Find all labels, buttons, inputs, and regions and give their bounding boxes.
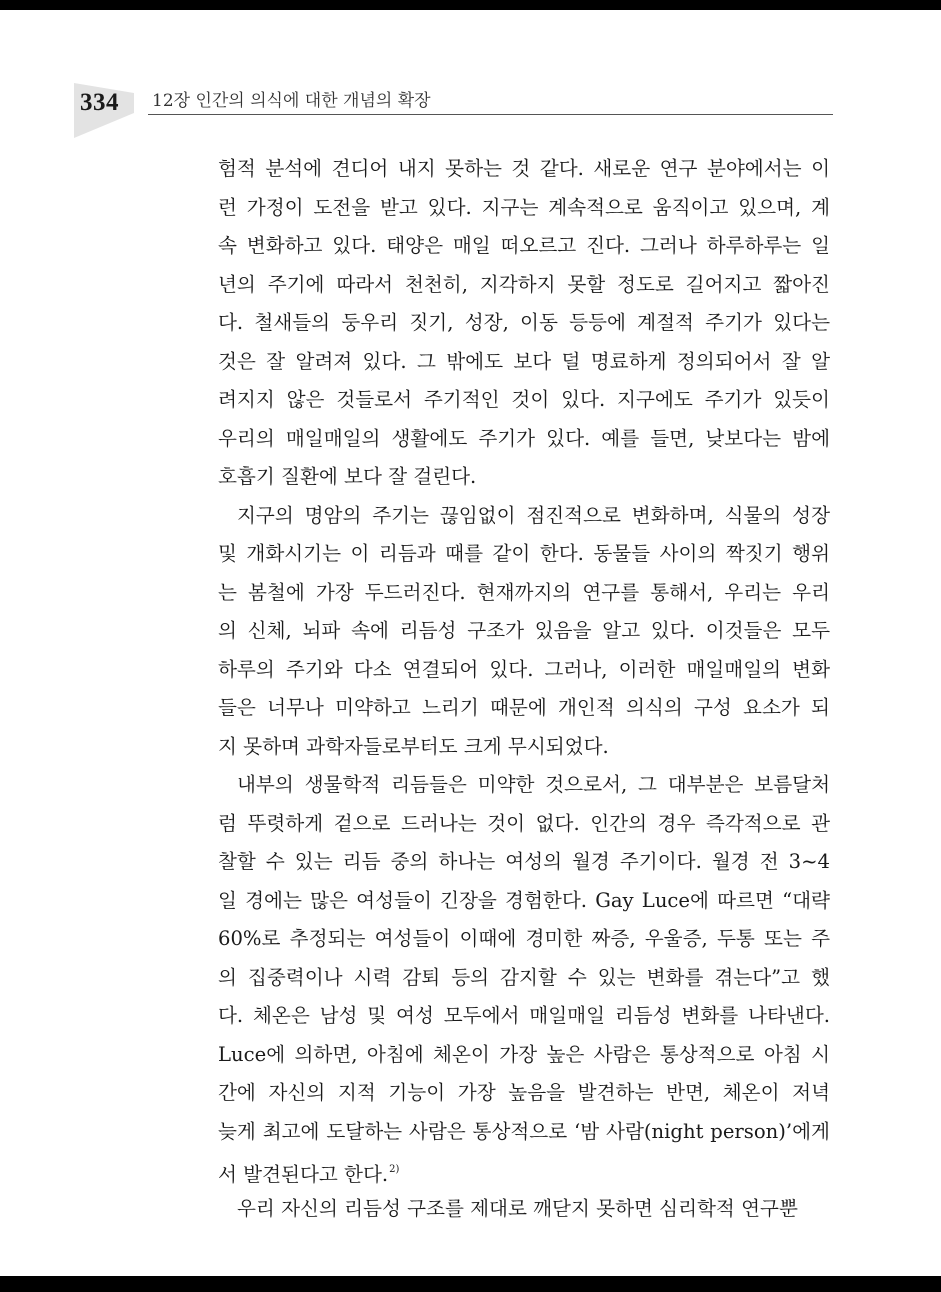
text-line: 럼 뚜렷하게 겉으로 드러나는 것이 없다. 인간의 경우 즉각적으로 관: [218, 811, 830, 835]
text-line: 찰할 수 있는 리듬 중의 하나는 여성의 월경 주기이다. 월경 전 3~4: [218, 850, 830, 873]
text-line-content: 서 발견된다고 한다.: [218, 1163, 389, 1186]
text-line: 및 개화시기는 이 리듬과 때를 같이 한다. 동물들 사이의 짝짓기 행위: [218, 542, 830, 565]
text-line: 호흡기 질환에 보다 잘 걸린다.: [218, 465, 477, 488]
top-border: [0, 0, 941, 10]
text-line: 려지지 않은 것들로서 주기적인 것이 있다. 지구에도 주기가 있듯이: [218, 388, 830, 411]
text-line: 속 변화하고 있다. 태양은 매일 떠오르고 진다. 그러나 하루하루는 일: [218, 234, 830, 257]
text-line: 우리 자신의 리듬성 구조를 제대로 깨닫지 못하면 심리학적 연구뿐: [237, 1196, 798, 1220]
text-line: Luce에 의하면, 아침에 체온이 가장 높은 사람은 통상적으로 아침 시: [218, 1042, 830, 1066]
text-line: 들은 너무나 미약하고 느리기 때문에 개인적 의식의 구성 요소가 되: [218, 696, 830, 719]
footnote-reference: 2): [389, 1164, 400, 1175]
text-line: 는 봄철에 가장 두드러진다. 현재까지의 연구를 통해서, 우리는 우리: [218, 580, 830, 604]
text-line: 것은 잘 알려져 있다. 그 밖에도 보다 덜 명료하게 정의되어서 잘 알: [218, 349, 830, 373]
text-line: 지구의 명암의 주기는 끊임없이 점진적으로 변화하며, 식물의 성장: [237, 503, 830, 527]
text-line: [218, 1151, 830, 1190]
text-line: 런 가정이 도전을 받고 있다. 지구는 계속적으로 움직이고 있으며, 계: [218, 195, 830, 219]
text-line: 지 못하며 과학자들로부터도 크게 무시되었다.: [218, 734, 609, 758]
bottom-border: [0, 1276, 941, 1292]
text-line: 내부의 생물학적 리듬들은 미약한 것으로서, 그 대부분은 보름달처: [237, 773, 830, 796]
text-line: 일 경에는 많은 여성들이 긴장을 경험한다. Gay Luce에 따르면 “대략: [218, 888, 830, 912]
running-title: 12장 인간의 의식에 대한 개념의 확장: [152, 91, 431, 111]
text-line: 간에 자신의 지적 기능이 가장 높음을 발견하는 반면, 체온이 저녁: [218, 1081, 830, 1104]
page-number: 334: [80, 89, 119, 116]
text-line: 년의 주기에 따라서 천천히, 지각하지 못할 정도로 길어지고 짧아진: [218, 272, 830, 296]
text-line: 다. 철새들의 둥우리 짓기, 성장, 이동 등등에 계절적 주기가 있다는: [218, 311, 830, 334]
text-line: 하루의 주기와 다소 연결되어 있다. 그러나, 이러한 매일매일의 변화: [218, 657, 830, 681]
body-text: [218, 150, 830, 1228]
text-line: 60%로 추정되는 여성들이 이때에 경미한 짜증, 우울증, 두통 또는 주: [218, 927, 830, 950]
text-line: 우리의 매일매일의 생활에도 주기가 있다. 예를 들면, 낮보다는 밤에: [218, 426, 830, 450]
text-line: 늦게 최고에 도달하는 사람은 통상적으로 ‘밤 사람(night person)’에게: [218, 1119, 830, 1143]
text-line: 의 집중력이나 시력 감퇴 등의 감지할 수 있는 변화를 겪는다”고 했: [218, 965, 830, 989]
text-line: 험적 분석에 견디어 내지 못하는 것 같다. 새로운 연구 분야에서는 이: [218, 157, 830, 180]
text-line: 의 신체, 뇌파 속에 리듬성 구조가 있음을 알고 있다. 이것들은 모두: [218, 619, 830, 642]
header-rule: [148, 114, 833, 115]
text-line: 다. 체온은 남성 및 여성 모두에서 매일매일 리듬성 변화를 나타낸다.: [218, 1004, 830, 1027]
